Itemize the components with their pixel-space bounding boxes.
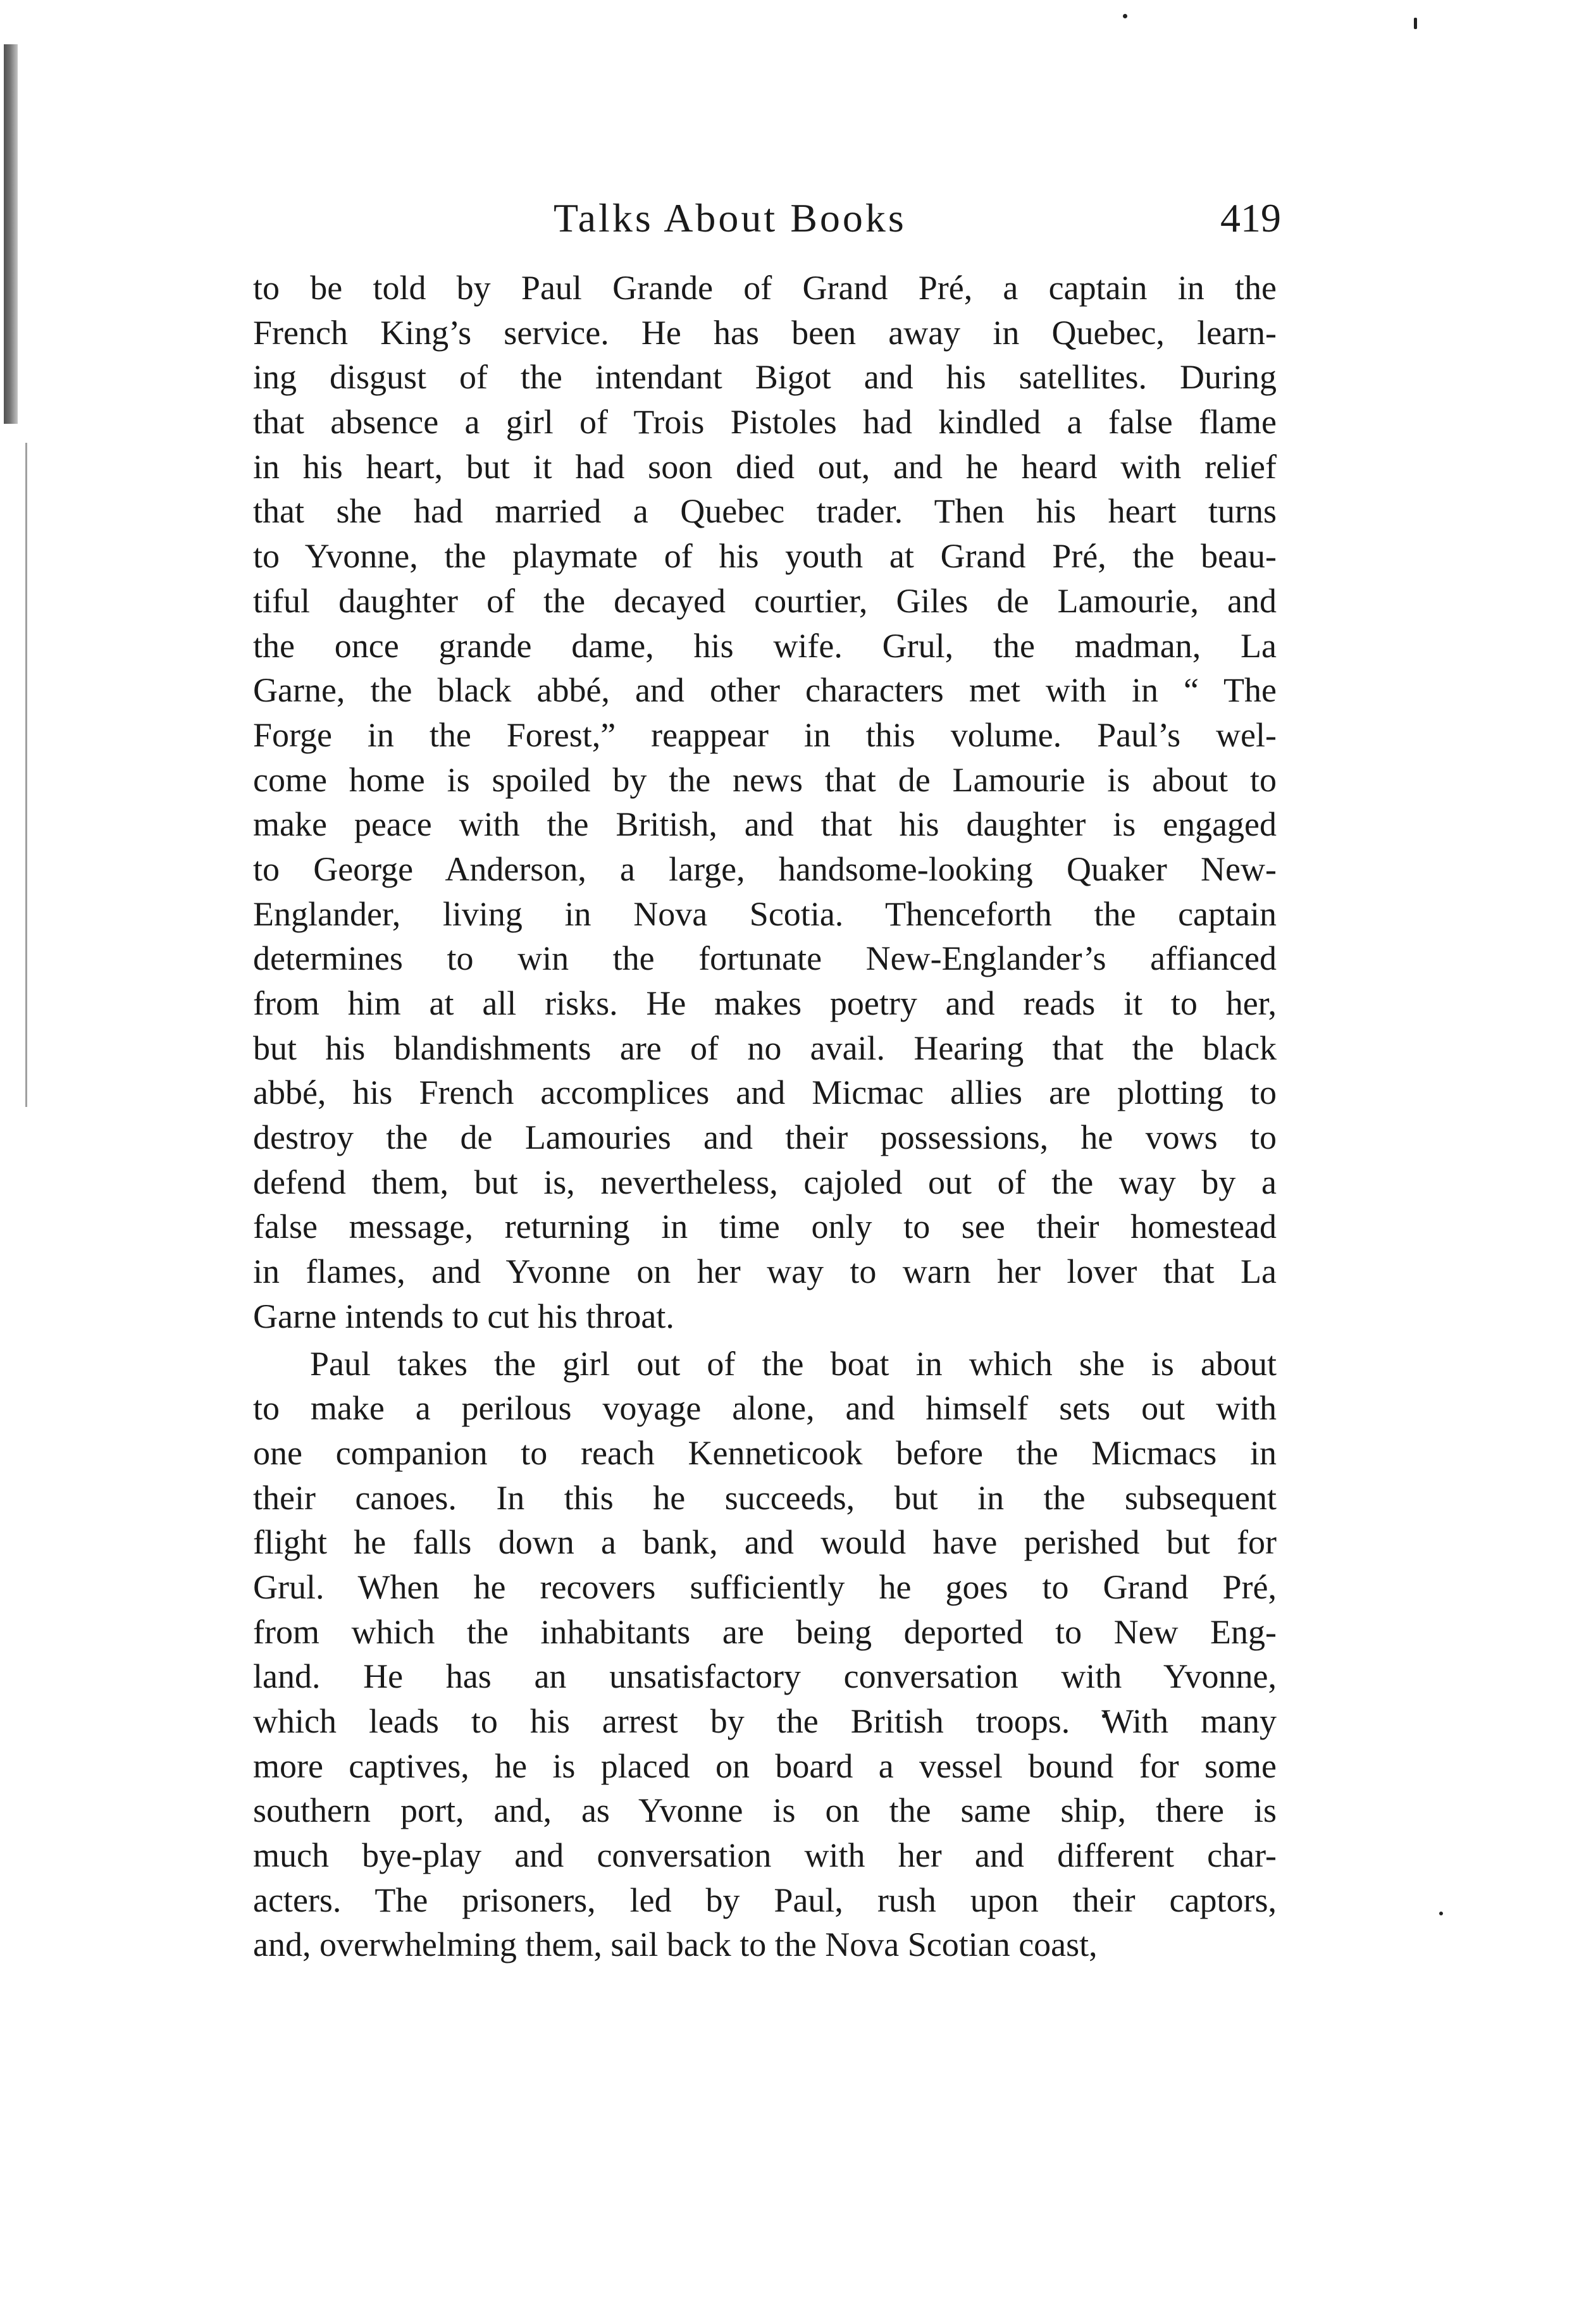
text-line: determines to win the fortunate New-Englander’s affianced [253, 939, 1277, 978]
running-title: Talks About Books [554, 195, 907, 240]
text-line: to make a perilous voyage alone, and himself sets out with [253, 1389, 1277, 1428]
text-line: that absence a girl of Trois Pistoles had kindled a false flame [253, 403, 1277, 442]
text-line: from which the inhabitants are being deported to New Eng- [253, 1612, 1277, 1651]
text-line: land. He has an unsatisfactory conversation with Yvonne, [253, 1657, 1277, 1696]
text-line: come home is spoiled by the news that de Lamourie is about to [253, 760, 1277, 799]
text-line: from him at all risks. He makes poetry and reads it to her, [253, 984, 1277, 1022]
text-line: make peace with the British, and that his daughter is engaged [253, 805, 1277, 844]
paragraph [253, 1342, 1277, 1968]
text-line: in flames, and Yvonne on her way to warn her lover that La [253, 1252, 1277, 1291]
body-text [253, 266, 1277, 1967]
text-line: their canoes. In this he succeeds, but in the subsequent [253, 1478, 1277, 1517]
text-line: Paul takes the girl out of the boat in which she is about [310, 1344, 1277, 1383]
text-line: French King’s service. He has been away in Quebec, learn- [253, 313, 1277, 352]
scan-speck [1123, 14, 1127, 18]
text-line: flight he falls down a bank, and would have perished but for [253, 1523, 1277, 1562]
text-line: but his blandishments are of no avail. Hearing that the black [253, 1029, 1277, 1067]
text-line: Garne intends to cut his throat. [253, 1297, 674, 1335]
text-line: tiful daughter of the decayed courtier, Giles de Lamourie, and [253, 581, 1277, 620]
text-line: one companion to reach Kenneticook before the Micmacs in [253, 1433, 1277, 1472]
text-line: that she had married a Quebec trader. Then his heart turns [253, 492, 1277, 531]
text-line: Forge in the Forest,” reappear in this volume. Paul’s wel- [253, 715, 1277, 754]
binding-edge-line [25, 443, 27, 1107]
text-line: defend them, but is, nevertheless, cajoled out of the way by a [253, 1163, 1277, 1201]
page-number: 419 [1220, 195, 1281, 240]
text-line: Englander, living in Nova Scotia. Thenceforth the captain [253, 894, 1277, 933]
text-line: more captives, he is placed on board a vessel bound for some [253, 1746, 1277, 1785]
text-line: false message, returning in time only to see their homestead [253, 1208, 1277, 1246]
text-line: the once grande dame, his wife. Grul, the madman, La [253, 626, 1277, 665]
text-line: southern port, and, as Yvonne is on the same ship, there is [253, 1791, 1277, 1830]
text-line: to George Anderson, a large, handsome-looking Quaker New- [253, 850, 1277, 888]
text-line: to be told by Paul Grande of Grand Pré, a captain in the [253, 269, 1277, 307]
text-line: and, overwhelming them, sail back to the Nova Scotian coast, [253, 1925, 1098, 1964]
scan-speck [1439, 1912, 1443, 1915]
text-line: to Yvonne, the playmate of his youth at Grand Pré, the beau- [253, 537, 1277, 576]
binding-edge-shadow [4, 44, 18, 424]
text-line: destroy the de Lamouries and their possessions, he vows to [253, 1118, 1277, 1157]
text-line: ing disgust of the intendant Bigot and his satellites. During [253, 358, 1277, 397]
text-line: abbé, his French accomplices and Micmac allies are plotting to [253, 1073, 1277, 1112]
scan-speck [1414, 18, 1417, 29]
paragraph [253, 266, 1277, 1339]
running-head [250, 190, 1281, 247]
text-line: much bye-play and conversation with her and different char- [253, 1836, 1277, 1875]
text-line: in his heart, but it had soon died out, and he heard with relief [253, 447, 1277, 486]
text-line: Garne, the black abbé, and other characters met with in “ The [253, 671, 1277, 710]
text-line: Grul. When he recovers sufficiently he goes to Grand Pré, [253, 1567, 1277, 1606]
text-line: acters. The prisoners, led by Paul, rush upon their captors, [253, 1881, 1277, 1919]
text-line: which leads to his arrest by the British troops. With many [253, 1702, 1277, 1740]
